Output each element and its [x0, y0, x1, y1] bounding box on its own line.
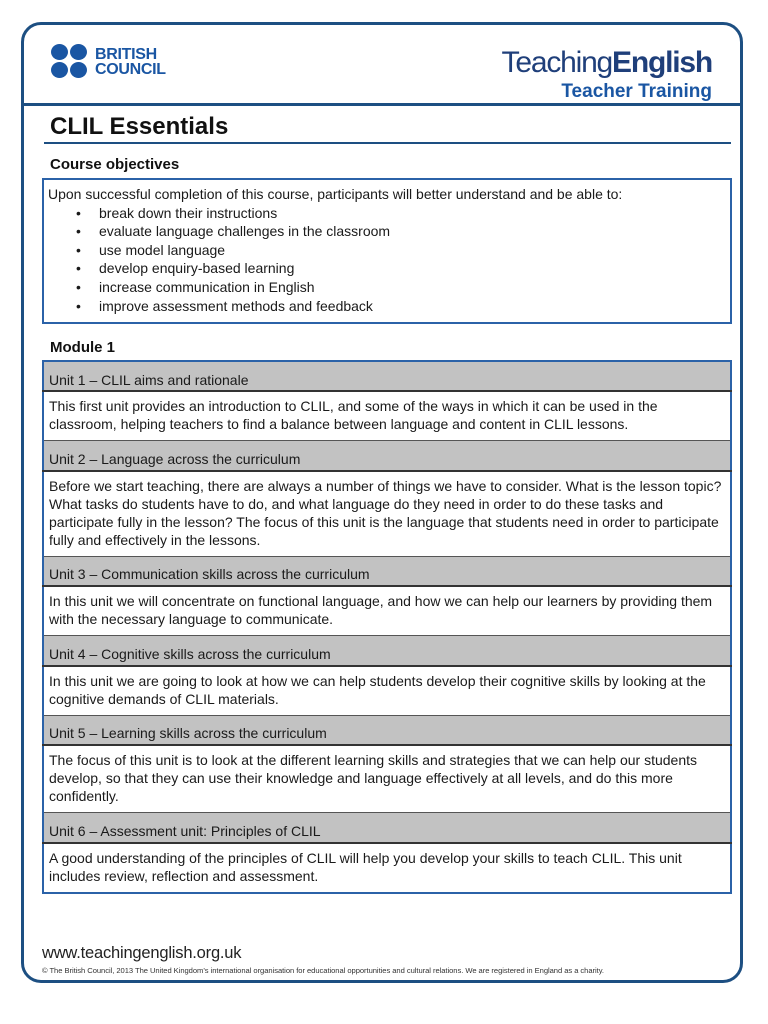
brand-line-2: COUNCIL [95, 60, 166, 78]
unit-description: In this unit we will concentrate on functional language, and how we can help our learners by providing them with the necessary language to communicate. [43, 586, 731, 636]
unit-title: Unit 1 – CLIL aims and rationale [43, 361, 731, 391]
objectives-heading: Course objectives [50, 156, 180, 173]
unit-title: Unit 5 – Learning skills across the curriculum [43, 715, 731, 745]
brand-subtitle: Teacher Training [561, 81, 712, 102]
unit-title: Unit 6 – Assessment unit: Principles of CLIL [43, 813, 731, 843]
page-header [24, 25, 740, 106]
unit-title-row [43, 636, 731, 666]
unit-description-row [43, 843, 731, 893]
objectives-list [48, 204, 730, 316]
brand-english: English [612, 46, 712, 79]
unit-title-row [43, 361, 731, 391]
unit-title-row [43, 813, 731, 843]
unit-description-row [43, 586, 731, 636]
unit-description: This first unit provides an introduction to CLIL, and some of the ways in which it can be used in the classroom, helping teachers to find a balance between language and content in CLIL lessons. [43, 391, 731, 441]
brand-line-1: BRITISH [95, 45, 157, 63]
unit-title: Unit 2 – Language across the curriculum [43, 441, 731, 471]
title-divider [44, 142, 731, 144]
british-council-logo [51, 44, 166, 79]
unit-description-row [43, 471, 731, 557]
brand-teaching: Teaching [501, 46, 613, 79]
objective-item: • develop enquiry-based learning [48, 259, 730, 278]
units-table [42, 360, 732, 894]
unit-description: In this unit we are going to look at how we can help students develop their cognitive skills by looking at the cognitive demands of CLIL materials. [43, 666, 731, 716]
unit-title-row [43, 556, 731, 586]
objective-item: • increase communication in English [48, 278, 730, 297]
objectives-box [42, 178, 732, 324]
objectives-intro: Upon successful completion of this course, participants will better understand and be able to: [48, 186, 623, 202]
unit-description-row [43, 745, 731, 813]
teaching-english-logo [502, 47, 712, 103]
unit-description: The focus of this unit is to look at the different learning skills and strategies that we can help our students develop, so that they can use their knowledge and language effectively at all levels, and do this more confidently. [43, 745, 731, 813]
module-heading: Module 1 [50, 339, 116, 356]
objective-item: • use model language [48, 241, 730, 260]
unit-description-row [43, 391, 731, 441]
unit-title-row [43, 715, 731, 745]
objective-item: • evaluate language challenges in the classroom [48, 222, 730, 241]
british-council-dots-icon [51, 44, 89, 79]
objective-item: • improve assessment methods and feedback [48, 297, 730, 316]
unit-description: Before we start teaching, there are always a number of things we have to consider. What is the lesson topic? What tasks do students have to do, and what language do they need in order to do these tasks and participate fully in the lesson? The focus of this unit is the language that students need in order to participate fully and effectively in the lessons. [43, 471, 731, 557]
page-title: CLIL Essentials [50, 113, 229, 140]
page-frame [21, 22, 743, 983]
footer-website-link[interactable]: www.teachingenglish.org.uk [42, 944, 242, 962]
unit-description-row [43, 666, 731, 716]
footer-legal-text: © The British Council, 2013 The United Kingdom’s international organisation for educational opportunities and cultural relations. We are registered in England as a charity. [42, 966, 604, 975]
unit-title: Unit 4 – Cognitive skills across the curriculum [43, 636, 731, 666]
unit-title-row [43, 441, 731, 471]
unit-description: A good understanding of the principles of CLIL will help you develop your skills to teach CLIL. This unit includes review, reflection and assessment. [43, 843, 731, 893]
objective-item: • break down their instructions [48, 204, 730, 223]
unit-title: Unit 3 – Communication skills across the curriculum [43, 556, 731, 586]
